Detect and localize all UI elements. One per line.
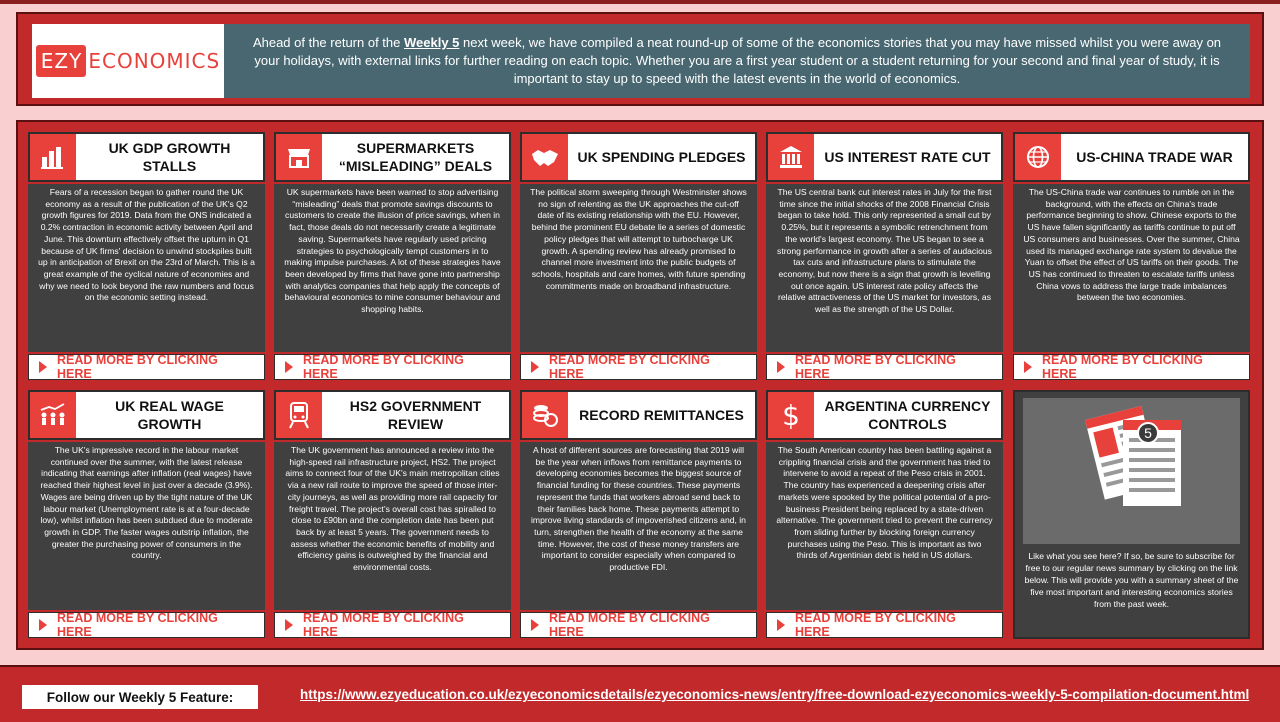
card-header <box>28 390 265 440</box>
card-header <box>520 390 757 440</box>
header-banner <box>16 12 1264 106</box>
intro-text-box <box>224 24 1250 98</box>
card-body: The political storm sweeping through Westminster shows no sign of relenting as the UK approaches the cut-off date of its existing relationship with the EU. However, behind the prominent EU debate lie a series of domestic policy pledges that will attempt to turbocharge UK growth. A spending review has already promised to channel more investment into the public budgets of schools, hospitals and care homes, with future spending commitments made on broadband infrastructure. <box>520 184 757 352</box>
read-more-button[interactable]: READ MORE BY CLICKING HERE <box>766 612 1003 638</box>
play-arrow-icon <box>285 619 293 631</box>
card-header <box>274 390 511 440</box>
logo-ezy-text: EZY <box>36 45 87 77</box>
card-title: UK REAL WAGE GROWTH <box>115 398 224 432</box>
read-more-button[interactable]: READ MORE BY CLICKING HERE <box>766 354 1003 380</box>
play-arrow-icon <box>777 619 785 631</box>
play-arrow-icon <box>777 361 785 373</box>
train-icon <box>276 392 322 438</box>
promo-text: Like what you see here? If so, be sure to subscribe for free to our regular news summary by clicking on the link below. This will provide you with a summary sheet of the five most important and interesting economics stories from the past week. <box>1024 551 1239 609</box>
handshake-icon <box>522 134 568 180</box>
card-body: The US central bank cut interest rates in July for the first time since the initial shocks of the 2008 Financial Crisis began to take hold. This only represented a small cut by 0.25%, but it represents a symbolic retrenchment from the world's largest economy. The US began to see a strong performance in growth after a series of audacious tax cuts and infrastructure plans to stimulate the economy, but now there is a sign that growth is levelling out once again. US interest rate policy affects the relative attractiveness of the US market for investors, as well as the strength of the US Dollar. <box>766 184 1003 352</box>
play-arrow-icon <box>531 361 539 373</box>
globe-icon <box>1015 134 1061 180</box>
weekly5-promo-card <box>1013 390 1250 639</box>
card-title: HS2 GOVERNMENT REVIEW <box>349 398 482 432</box>
weekly5-badge: 5 <box>1144 425 1152 441</box>
card-title: RECORD REMITTANCES <box>579 407 744 423</box>
play-arrow-icon <box>1024 361 1032 373</box>
card-body: UK supermarkets have been warned to stop advertising “misleading” deals that promote savings discounts to customers to create the illusion of price savings, when in fact, those deals do not necessarily create a legitimate saving. Supermarkets have regularly used pricing strategies to psychologically tempt customers in to making impulse purchases. A lot of these strategies have been developed by firms that have gone into partnership with analytics companies that help apply the concepts of behavioural economics to mine consumer behaviour and shopping habits. <box>274 184 511 352</box>
play-arrow-icon <box>39 361 47 373</box>
card-title: SUPERMARKETS “MISLEADING” DEALS <box>338 140 493 174</box>
bar-chart-icon <box>30 134 76 180</box>
card-title: UK GDP GROWTH STALLS <box>108 140 231 174</box>
people-growth-icon <box>30 392 76 438</box>
card-body: The US-China trade war continues to rumble on in the background, with the effects on China's trade performance beginning to show. Chinese exports to the US have fallen significantly as tariffs continue to put off US consumers and businesses. Over the summer, China used its managed exchange rate system to devalue the Yuan to offset the effect of US tariffs on their goods. The US has continued to threaten to escalate tariffs unless China vows to address the large trade imbalances between the two economies. <box>1013 184 1250 352</box>
read-more-button[interactable]: READ MORE BY CLICKING HERE <box>28 612 265 638</box>
stories-panel <box>16 120 1264 650</box>
card-body: Fears of a recession began to gather round the UK economy as a result of the publication of the UK's Q2 growth figures for 2019. Data from the ONS indicated a 0.2% contraction in economic activity between April and June. This downturn effectively offset the upturn in Q1 because of UK firms' decision to unwind stockpiles built up in anticipation of Brexit on the 23rd of March. This is a great example of the cyclical nature of economies and why we need to look beyond the raw numbers and focus on the economic setting instead. <box>28 184 265 352</box>
svg-text:$: $ <box>782 399 800 431</box>
card-header <box>1013 132 1250 182</box>
card-body: The South American country has been battling against a crippling financial crisis and the government has tried to intervene to avoid a repeat of the Peso crisis in 2001. The country has experienced a deepening crisis after markets were spooked by the political potential of a pro-business President being replaced by a state-driven alternative. The government tried to prevent the currency from sliding further by blocking foreign currency purchases using the Peso. This is important as two thirds of Argentinian debt is held in US dollars. <box>766 442 1003 610</box>
card-body: The UK's impressive record in the labour market continued over the summer, with the latest release indicating that earnings after inflation (real wages) have reached their highest level in just over a decade (3.9%). Wages are being driven up by the tight nature of the UK labour market (Unemployment rate is at a four-decade low), whilst inflation has been subdued due to moderate growth in GDP. The faster wages outstrip inflation, the greater the purchasing power of consumers in the country. <box>28 442 265 610</box>
read-more-button[interactable]: READ MORE BY CLICKING HERE <box>520 612 757 638</box>
dollar-icon <box>768 392 814 438</box>
read-more-button[interactable]: READ MORE BY CLICKING HERE <box>274 612 511 638</box>
read-more-button[interactable]: READ MORE BY CLICKING HERE <box>28 354 265 380</box>
footer-bar <box>0 665 1280 722</box>
weekly5-document-image <box>1023 398 1240 544</box>
logo-economics-text: ECONOMICS <box>88 49 221 73</box>
card-header <box>520 132 757 182</box>
card-header <box>766 132 1003 182</box>
read-more-button[interactable]: READ MORE BY CLICKING HERE <box>1013 354 1250 380</box>
logo <box>32 24 224 98</box>
play-arrow-icon <box>531 619 539 631</box>
shop-icon <box>276 134 322 180</box>
footer-label: Follow our Weekly 5 Feature: <box>22 685 258 709</box>
card-body: A host of different sources are forecasting that 2019 will be the year when inflows from remittance payments to developing economies becomes the biggest source of financial funding for these countries. These payments represent the funds that workers abroad send back to their families back home. These payments attempt to improve living standards of impoverished citizens and, in turn, strengthen the health of the economy at the same time. However, the cost of these money transfers are important to consider especially when compared to productive FDI. <box>520 442 757 610</box>
card-title: US-CHINA TRADE WAR <box>1076 149 1233 165</box>
card-header <box>274 132 511 182</box>
coins-icon <box>522 392 568 438</box>
intro-paragraph: Ahead of the return of the Weekly 5 next week, we have compiled a neat round-up of some of the economics stories that you may have missed whilst you were away on your holidays, with external links for further reading on each topic. Whether you are a first year student or a student returning for your second and final year of study, it is important to stay up to speed with the latest events in the world of economics. <box>252 35 1222 86</box>
weekly5-download-link[interactable]: https://www.ezyeducation.co.uk/ezyeconomicsdetails/ezyeconomics-news/entry/free-download-ezyeconomics-weekly-5-compilation-document.html <box>300 687 1250 702</box>
card-title: UK SPENDING PLEDGES <box>577 149 746 165</box>
play-arrow-icon <box>285 361 293 373</box>
card-title: US INTEREST RATE CUT <box>824 149 991 165</box>
card-title: ARGENTINA CURRENCY CONTROLS <box>824 398 991 432</box>
read-more-button[interactable]: READ MORE BY CLICKING HERE <box>520 354 757 380</box>
weekly5-link[interactable]: Weekly 5 <box>404 35 460 50</box>
bank-icon <box>768 134 814 180</box>
play-arrow-icon <box>39 619 47 631</box>
top-border <box>0 0 1280 4</box>
card-body: The UK government has announced a review into the high-speed rail infrastructure project, HS2. The project aims to connect four of the UK's main metropolitan cities via a new rail route to improve the speed of those inter-city journeys, as well as providing more rail capacity for freight travel. The project's overall cost has spiralled to close to £90bn and the completion date has been put back by at least 5 years. The government needs to assess whether the economic benefits of mobility and efficiency gains is outweighed by the financial and environmental costs. <box>274 442 511 610</box>
card-header <box>28 132 265 182</box>
read-more-button[interactable]: READ MORE BY CLICKING HERE <box>274 354 511 380</box>
card-header <box>766 390 1003 440</box>
